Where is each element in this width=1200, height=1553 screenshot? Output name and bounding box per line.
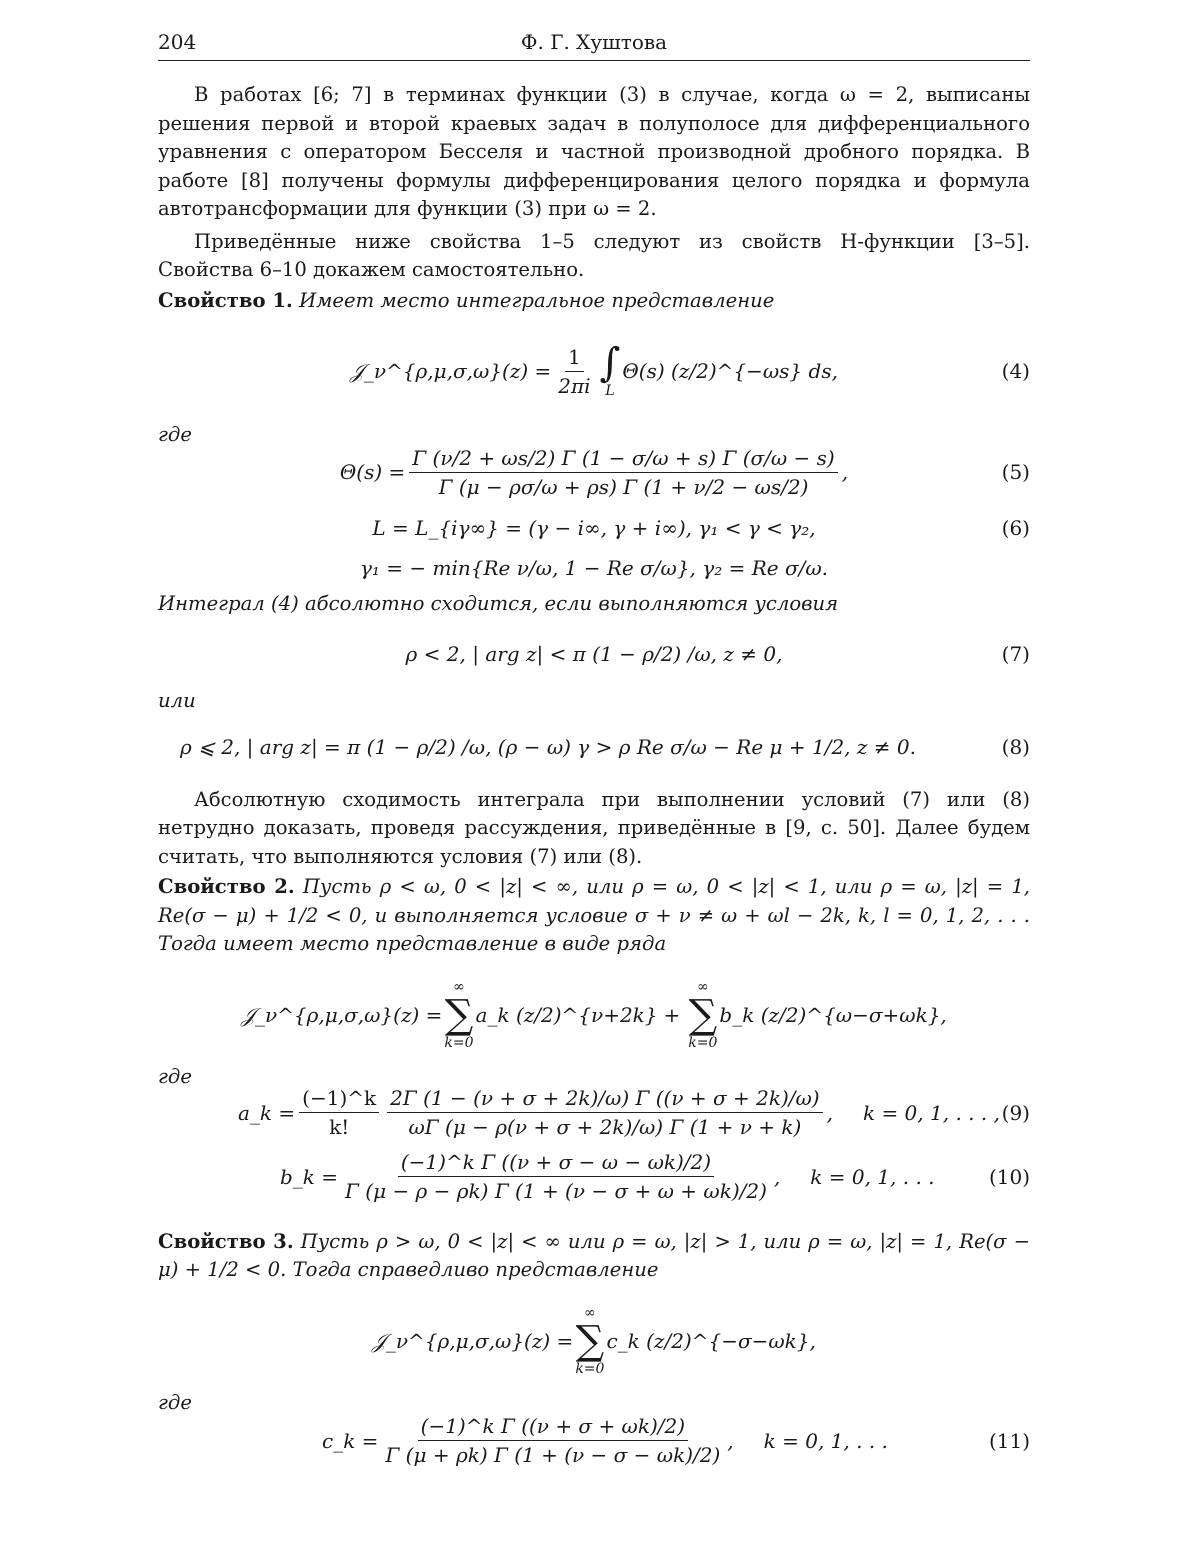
eq5-number: (5) xyxy=(1001,460,1030,484)
eq5-denominator: Γ (μ − ρσ/ω + ρs) Γ (1 + ν/2 − ωs/2) xyxy=(438,474,809,499)
eq5-fraction xyxy=(409,446,837,499)
property-1-label: Свойство 1. xyxy=(158,288,293,312)
property-3 xyxy=(158,1228,1030,1285)
eq10-condition: k = 0, 1, . . . xyxy=(810,1164,935,1189)
eq4-lhs: 𝒥_ν^{ρ,μ,σ,ω}(z) = xyxy=(350,359,552,383)
eq4-integral: ∫ L xyxy=(599,340,621,399)
eqS2-lhs: 𝒥_ν^{ρ,μ,σ,ω}(z) = xyxy=(241,1002,443,1027)
equation-series-3: 𝒥_ν^{ρ,μ,σ,ω}(z) = ∞ ∑ k=0 c_k (z/2)^{−σ−ωk} , xyxy=(372,1304,816,1377)
equation-8 xyxy=(158,712,1030,782)
eq4-frac-num: 1 xyxy=(565,345,584,372)
running-author: Ф. Г. Хуштова xyxy=(520,30,668,54)
property-2 xyxy=(158,873,1030,959)
equation-6 xyxy=(158,508,1030,548)
eq6-number: (6) xyxy=(1001,516,1030,540)
property-1-text: Имеет место интегральное представление xyxy=(299,288,775,312)
page-number: 204 xyxy=(158,30,197,54)
equation-4 xyxy=(158,321,1030,421)
page xyxy=(158,30,1030,1472)
eq11-fraction: $\frac{\text{(−1)\textasciicircum{}k Γ ((ν + σ + ωk)/2)}}{\Gamma (\mu + \rho k) \Gamma (1 + (\nu - \sigma - \omega k)/2)}$ xyxy=(385,1414,721,1467)
equation-5: Θ(s) = $\frac{\Gamma (\nu/2 + \omega s/2) \Gamma (1 - \sigma/\omega + s) \Gamma (\sigma/\omega - s)}{\Gamma (\mu - \rho\sigma/\omega + \rho s) \Gamma (1 + \nu/2 - \omega s/2)}$ , (5) xyxy=(339,445,1030,499)
property-3-label: Свойство 3. xyxy=(158,1229,294,1253)
eqS2-term-2: b_k (z/2)^{ω−σ+ωk} xyxy=(719,1002,941,1027)
paragraph-intro: В работах [6; 7] в терминах функции (3) в случае, когда ω = 2, выписаны решения первой и второй краевых задач в полуполосе для дифференциального уравнения с оператором Бесселя и частной производной дробного порядка. В работе [8] получены формулы дифференцирования целого порядка и формула автотрансформации для функции (3) при ω = 2. xyxy=(158,83,1030,220)
equation-7 xyxy=(158,619,1030,689)
equation-6b xyxy=(158,548,1030,588)
eq10-lhs: b_k = xyxy=(280,1164,339,1189)
eq10-fraction: $\frac{\text{(−1)\textasciicircum{}k Γ ((ν + σ − ω − ωk)/2)}}{\Gamma (\mu - \rho - \rho k) \Gamma (1 + (\nu - \sigma + \omega + \omega k)/2)}$ xyxy=(345,1150,767,1203)
equation-10: b_k = $\frac{\text{(−1)\textasciicircum{}k Γ ((ν + σ − ω − ωk)/2)}}{\Gamma (\mu - \rho - \rho k) \Gamma (1 + (\nu - \sigma + \omega + \omega k)/2)}$ , k = 0, 1, . . . (10) xyxy=(280,1150,1030,1203)
eq9-fraction-1: $\frac{(-1)\^{}k}{k!}$ xyxy=(299,1086,379,1139)
property-2-label: Свойство 2. xyxy=(158,875,295,898)
eq9-fraction-2: $\frac{2\Gamma (1 - (\nu + \sigma + 2k)/\omega) \Gamma ((\nu + \sigma + 2k)/\omega)}{\omega\Gamma (\mu - \rho(\nu + \sigma + 2k)/\omega) \Gamma (1 + \nu + k)}$ xyxy=(387,1086,822,1139)
eq9-number: (9) xyxy=(1001,1100,1030,1125)
eq9-condition: k = 0, 1, . . . , xyxy=(862,1100,1000,1125)
paragraph-convergence: Абсолютную сходимость интеграла при выполнении условий (7) или (8) нетрудно доказать, проведя рассуждения, приведённые в [9, с. 50]. Далее будем считать, что выполняются условия (7) или (8). xyxy=(158,787,1030,868)
eqS3-lhs: 𝒥_ν^{ρ,μ,σ,ω}(z) = xyxy=(372,1328,574,1353)
eq4-frac-den: 2πi xyxy=(558,373,591,398)
eqS2-sum-1: ∞ ∑ k=0 xyxy=(444,978,474,1051)
eq6-text: L = L_{iγ∞} = (γ − i∞, γ + i∞), γ₁ < γ < γ₂, xyxy=(372,516,816,540)
property-3-text: Пусть ρ > ω, 0 < |z| < ∞ или ρ = ω, |z| > 1, или ρ = ω, |z| = 1, Re(σ − μ) + 1/2 < 0. Тогда справедливо представление xyxy=(158,1229,1030,1281)
eq7-number: (7) xyxy=(1001,641,1030,666)
or-label: или xyxy=(158,688,196,712)
eq4-number: (4) xyxy=(1001,359,1030,383)
property-1 xyxy=(158,287,1030,316)
equation-9: a_k = $\frac{(-1)\^{}k}{k!}$ $\frac{2\Gamma (1 - (\nu + \sigma + 2k)/\omega) \Gamma ((\nu + \sigma + 2k)/\omega)}{\omega\Gamma (\mu - \rho(\nu + \sigma + 2k)/\omega) \Gamma (1 + \nu + k)}$ , k = 0, 1, . . . , (9) xyxy=(238,1086,1030,1139)
equation-11: c_k = $\frac{\text{(−1)\textasciicircum{}k Γ ((ν + σ + ωk)/2)}}{\Gamma (\mu + \rho k) \Gamma (1 + (\nu - \sigma - \omega k)/2)}$ , k = 0, 1, . . . (11) xyxy=(322,1414,1030,1467)
running-header xyxy=(158,30,1030,61)
where-label-1: где xyxy=(158,423,192,446)
eqS2-term-1: a_k (z/2)^{ν+2k} xyxy=(475,1002,658,1027)
eq11-number: (11) xyxy=(988,1428,1030,1453)
eq11-lhs: c_k = xyxy=(322,1428,379,1453)
eq5-numerator: Γ (ν/2 + ωs/2) Γ (1 − σ/ω + s) Γ (σ/ω − s) xyxy=(409,446,837,473)
where-label-3: где xyxy=(158,1390,192,1414)
eq9-lhs: a_k = xyxy=(238,1100,296,1125)
equation-series-2: 𝒥_ν^{ρ,μ,σ,ω}(z) = ∞ ∑ k=0 a_k (z/2)^{ν+2k} + ∞ ∑ k=0 b_k (z/2)^{ω−σ+ωk} , xyxy=(241,978,947,1051)
eqS2-sum-2: ∞ ∑ k=0 xyxy=(688,978,718,1051)
eq6b-text: γ₁ = − min{Re ν/ω, 1 − Re σ/ω}, γ₂ = Re σ/ω. xyxy=(359,556,829,580)
paragraph-properties: Приведённые ниже свойства 1–5 следуют из свойств H-функции [3–5]. Свойства 6–10 докажем самостоятельно. xyxy=(158,229,1030,281)
property-2-text: Пусть ρ < ω, 0 < |z| < ∞, или ρ = ω, 0 < |z| < 1, или ρ = ω, |z| = 1, Re(σ − μ) + 1/2 < 0, и выполняется условие σ + ν ≠ ω + ωl − 2k, k, l = 0, 1, 2, . . . Тогда имеет место представление в виде ряда xyxy=(158,875,1031,955)
integral-condition-text: Интеграл (4) абсолютно сходится, если выполняются условия xyxy=(158,592,839,615)
eq4-limit: L xyxy=(605,383,615,399)
eqS3-sum: ∞ ∑ k=0 xyxy=(575,1304,605,1377)
eq7-text: ρ < 2, | arg z| < π (1 − ρ/2) /ω, z ≠ 0, xyxy=(405,641,783,666)
eq10-number: (10) xyxy=(988,1164,1030,1189)
eq5-lhs: Θ(s) = xyxy=(339,460,406,484)
where-label-2: где xyxy=(158,1064,192,1088)
eq8-text: ρ ⩽ 2, | arg z| = π (1 − ρ/2) /ω, (ρ − ω) γ > ρ Re σ/ω − Re μ + 1/2, z ≠ 0. xyxy=(180,734,916,759)
eq4-integrand: Θ(s) (z/2)^{−ωs} ds, xyxy=(622,359,838,383)
eq8-number: (8) xyxy=(1001,734,1030,759)
eqS3-term: c_k (z/2)^{−σ−ωk} xyxy=(606,1328,810,1353)
eq11-condition: k = 0, 1, . . . xyxy=(763,1428,888,1453)
eq4-fraction xyxy=(555,345,593,398)
